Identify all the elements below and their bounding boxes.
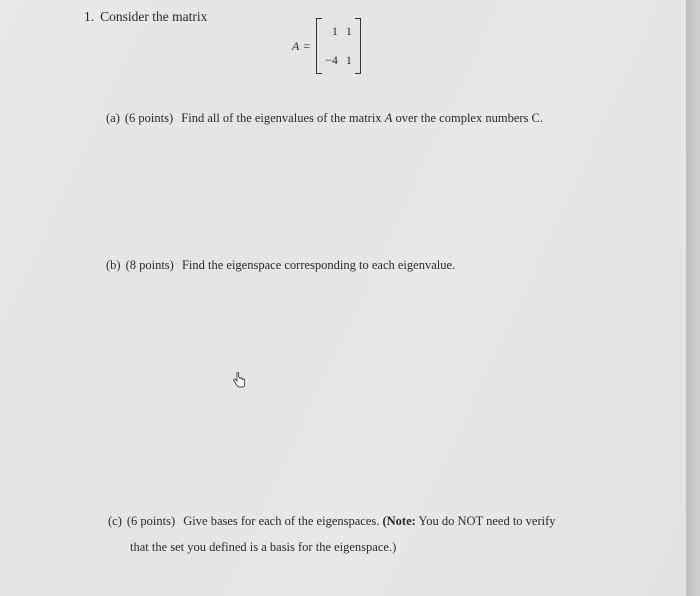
part-c-note-label: (Note: [382, 514, 416, 528]
question-number: 1. [84, 9, 95, 24]
part-a-label: (a) [106, 111, 120, 125]
matrix-cell: 1 [345, 53, 352, 67]
question-intro: Consider the matrix [100, 9, 208, 24]
hand-pointer-icon [232, 372, 246, 388]
matrix-cell: −4 [325, 53, 338, 67]
matrix-bracket [316, 22, 361, 70]
matrix-name: A [292, 38, 300, 53]
equals-sign: = [303, 38, 311, 53]
part-a-points: (6 points) [124, 111, 174, 125]
question-title [84, 9, 207, 25]
page-edge [686, 0, 700, 596]
part-c [108, 510, 556, 558]
part-c-points: (6 points) [126, 514, 176, 528]
part-c-line2: that the set you defined is a basis for the eigenspace.) [130, 540, 397, 554]
part-b-text: Find the eigenspace corresponding to each eigenvalue. [181, 258, 456, 272]
matrix-cell: 1 [345, 24, 352, 38]
part-c-note-text: You do NOT need to verify [418, 514, 556, 528]
matrix-equation [292, 22, 361, 70]
part-a-var: A [384, 111, 393, 125]
part-b-label: (b) [106, 258, 121, 272]
matrix-cell: 1 [331, 24, 338, 38]
part-a-text: Find all of the eigenvalues of the matrix [181, 111, 382, 125]
part-a-text-after: over the complex numbers C. [395, 111, 543, 125]
part-a [106, 107, 543, 129]
part-c-label: (c) [108, 514, 122, 528]
part-b [106, 254, 455, 276]
part-c-text: Give bases for each of the eigenspaces. [183, 514, 380, 528]
part-b-points: (8 points) [125, 258, 174, 272]
